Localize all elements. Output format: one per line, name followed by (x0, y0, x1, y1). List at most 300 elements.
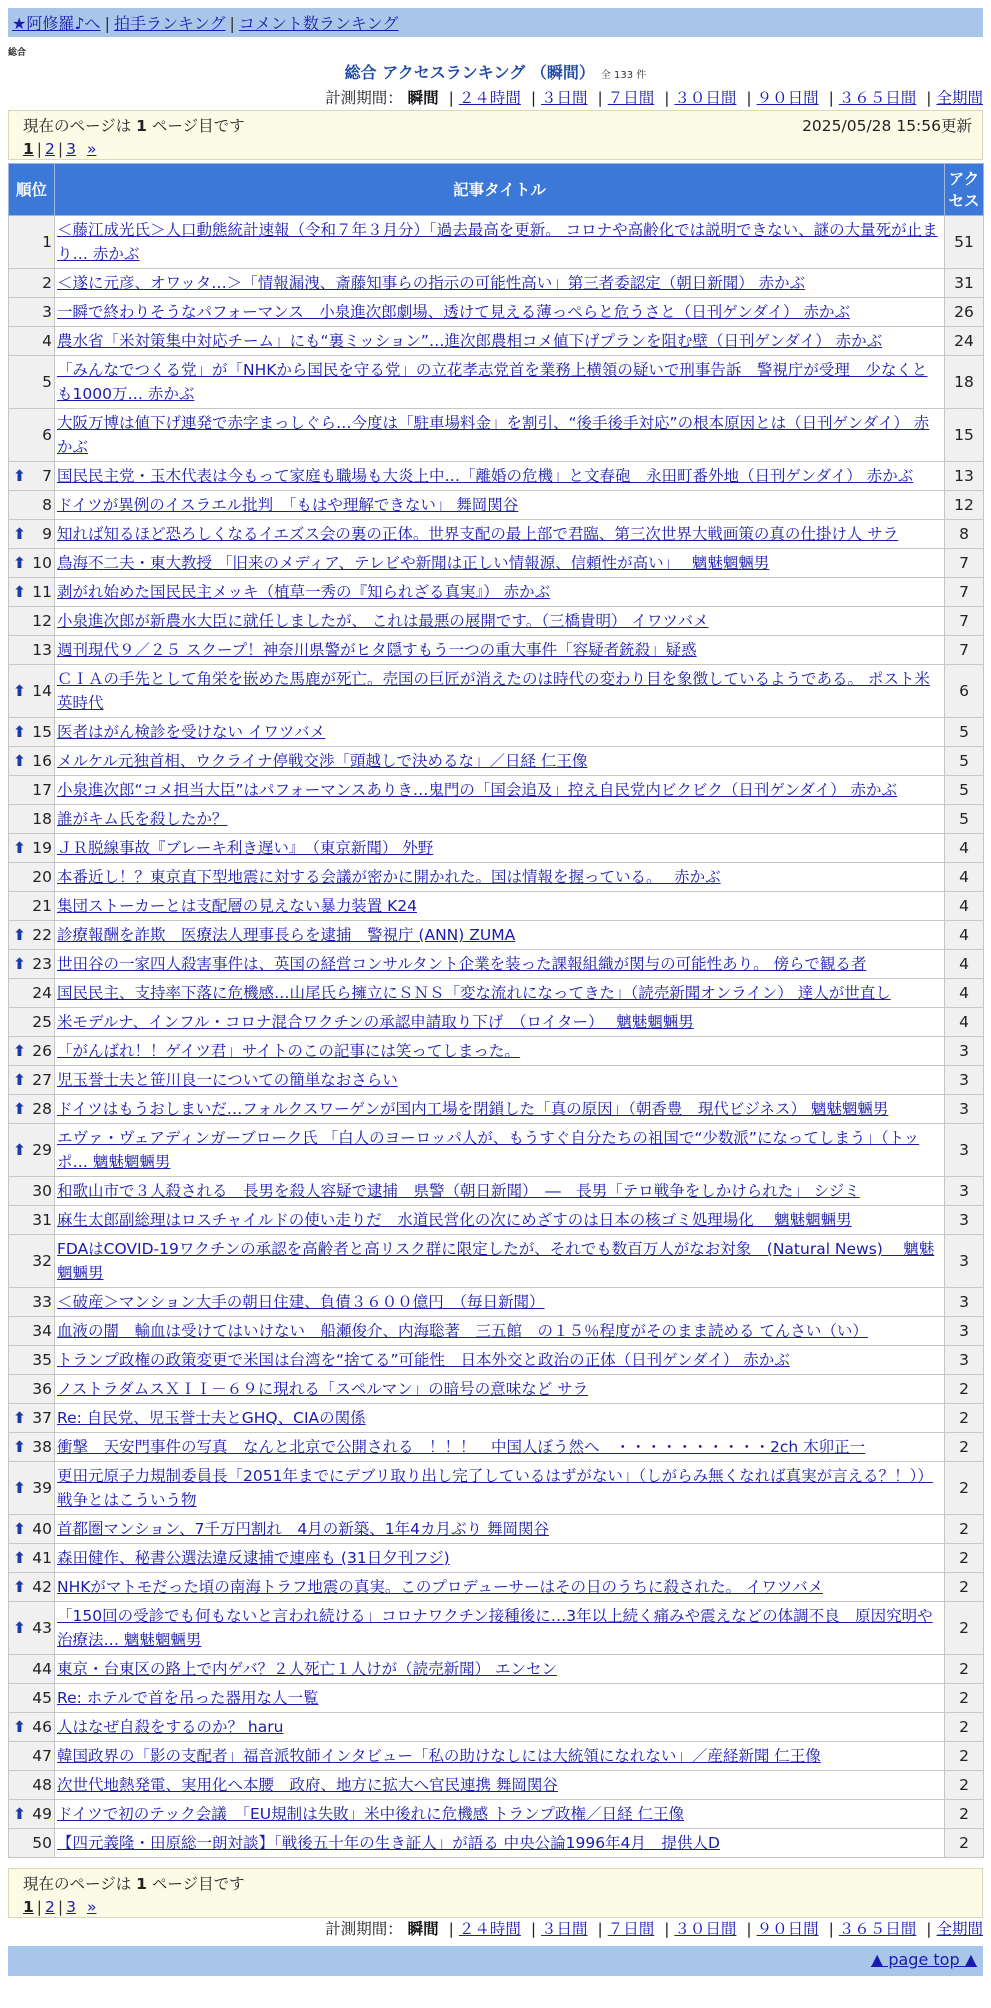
current-page-text-bottom: 現在のページは 1 ページ目です (23, 1875, 245, 1893)
rank-cell (9, 1095, 55, 1124)
access-count: 3 (945, 1037, 984, 1066)
title-cell (55, 1655, 945, 1684)
rank-number: 45 (32, 1689, 52, 1707)
rank-number: 35 (32, 1351, 52, 1369)
pager-next[interactable]: » (86, 140, 97, 158)
table-row (9, 1573, 984, 1602)
rank-cell (9, 1177, 55, 1206)
access-count: 2 (945, 1684, 984, 1713)
rank-number: 20 (32, 868, 52, 886)
article-title-link[interactable]: 次世代地熱発電、実用化へ本腰 政府、地方に拡大へ官民連携 舞岡関谷 (57, 1776, 558, 1794)
access-count: 7 (945, 549, 984, 578)
article-title-link[interactable]: ドイツで初のテック会議 「EU規制は失敗」米中後れに危機感 トランプ政権／日経 仁王像 (57, 1805, 684, 1823)
table-row (9, 1602, 984, 1655)
table-row (9, 462, 984, 491)
title-cell (55, 1317, 945, 1346)
rank-cell (9, 747, 55, 776)
table-row (9, 1037, 984, 1066)
access-count: 2 (945, 1602, 984, 1655)
title-cell (55, 1008, 945, 1037)
rank-number: 43 (32, 1619, 52, 1637)
rank-cell (9, 607, 55, 636)
title-cell (55, 1206, 945, 1235)
period-link-7d[interactable]: ７日間 (607, 89, 655, 107)
table-row (9, 491, 984, 520)
rank-up-icon: ⬆ (13, 525, 26, 543)
access-count: 3 (945, 1177, 984, 1206)
table-row (9, 1375, 984, 1404)
rank-up-icon: ⬆ (13, 752, 26, 770)
article-title-link[interactable]: 農水省「米対策集中対応チーム」にも“裏ミッション”…進次郎農相コメ値下げプランを阻む壁（日刊ゲンダイ） 赤かぶ (57, 332, 883, 350)
rank-number: 48 (32, 1776, 52, 1794)
rank-cell (9, 1346, 55, 1375)
rank-cell (9, 1800, 55, 1829)
access-count: 3 (945, 1288, 984, 1317)
access-count: 4 (945, 892, 984, 921)
article-title-link[interactable]: 森田健作、秘書公選法違反逮捕で連座も (31日夕刊フジ) (57, 1549, 450, 1567)
article-title-link[interactable]: 「150回の受診でも何もないと言われ続ける」コロナワクチン接種後に…3年以上続く痛みや震えなどの体調不良 原因究明や治療法… 魑魅魍魎男 (57, 1607, 933, 1649)
title-cell (55, 1177, 945, 1206)
rank-cell (9, 863, 55, 892)
title-cell (55, 216, 945, 269)
rank-up-icon: ⬆ (13, 723, 26, 741)
access-count: 7 (945, 607, 984, 636)
rank-up-icon: ⬆ (13, 1438, 26, 1456)
period-link-all[interactable]: 全期間 (936, 89, 983, 107)
rank-cell (9, 1206, 55, 1235)
access-count: 2 (945, 1829, 984, 1858)
rank-number: 21 (32, 897, 52, 915)
nav-link-applause-ranking[interactable]: 拍手ランキング (113, 14, 226, 33)
rank-number: 12 (32, 612, 52, 630)
title-cell (55, 979, 945, 1008)
article-title-link[interactable]: 「がんばれ！！ゲイツ君」サイトのこの記事には笑ってしまった。 (57, 1042, 520, 1060)
rank-cell (9, 636, 55, 665)
article-title-link[interactable]: ＪＲ脱線事故『ブレーキ利き遅い』 （東京新聞） 外野 (57, 839, 434, 857)
article-title-link[interactable]: 東京・台東区の路上で内ゲバ？２人死亡１人けが（読売新聞） エンセン (57, 1660, 557, 1678)
title-cell (55, 1235, 945, 1288)
rank-cell (9, 578, 55, 607)
article-title-link[interactable]: 麻生太郎副総理はロスチャイルドの使い走りだ 水道民営化の次にめざすのは日本の核ゴミ処理場化 魑魅魍魎男 (57, 1211, 852, 1229)
title-cell (55, 1544, 945, 1573)
title-cell (55, 1433, 945, 1462)
article-title-link[interactable]: 【四元義隆・田原総一朗対談】「戦後五十年の生き証人」が語る 中央公論1996年4月 提供人D (57, 1834, 720, 1852)
table-row (9, 892, 984, 921)
rank-up-icon: ⬆ (13, 1619, 26, 1637)
rank-cell (9, 356, 55, 409)
rank-cell (9, 1544, 55, 1573)
table-row (9, 747, 984, 776)
rank-cell (9, 805, 55, 834)
rank-cell (9, 520, 55, 549)
rank-number: 30 (32, 1182, 52, 1200)
article-title-link[interactable]: 誰がキム氏を殺したか？ (57, 810, 228, 828)
article-title-link[interactable]: 小泉進次郎“コメ担当大臣”はパフォーマンスありき…鬼門の「国会追及」控え自民党内ビクビク（日刊ゲンダイ） 赤かぶ (57, 781, 898, 799)
article-title-link[interactable]: トランプ政権の政策変更で米国は台湾を“捨てる”可能性 日本外交と政治の正体（日刊ゲンダイ） 赤かぶ (57, 1351, 790, 1369)
page-info-bottom (8, 1868, 983, 1918)
table-row (9, 298, 984, 327)
rank-up-icon: ⬆ (13, 1141, 26, 1159)
table-row (9, 1462, 984, 1515)
table-row (9, 327, 984, 356)
title-cell (55, 1829, 945, 1858)
access-count: 3 (945, 1206, 984, 1235)
article-title-link[interactable]: 剥がれ始めた国民民主メッキ（植草一秀の『知られざる真実』） 赤かぶ (57, 583, 551, 601)
top-nav: ★阿修羅♪へ | 拍手ランキング | コメント数ランキング (8, 8, 983, 37)
access-count: 2 (945, 1544, 984, 1573)
access-count: 2 (945, 1462, 984, 1515)
period-link-90d-bottom[interactable]: ９０日間 (756, 1920, 819, 1938)
title-cell (55, 1037, 945, 1066)
section-label: 総合 (8, 48, 27, 58)
access-count: 2 (945, 1800, 984, 1829)
access-count: 2 (945, 1573, 984, 1602)
access-count: 5 (945, 718, 984, 747)
article-title-link[interactable]: 集団ストーカーとは支配層の見えない暴力装置 K24 (57, 897, 418, 915)
period-link-24h[interactable]: ２４時間 (458, 89, 521, 107)
rank-cell (9, 269, 55, 298)
table-row (9, 1066, 984, 1095)
title-cell (55, 892, 945, 921)
period-link-3d[interactable]: ３日間 (541, 89, 588, 107)
access-count: 2 (945, 1771, 984, 1800)
title-cell (55, 1288, 945, 1317)
period-link-30d[interactable]: ３０日間 (674, 89, 737, 107)
access-count: 3 (945, 1095, 984, 1124)
rank-up-icon: ⬆ (13, 1578, 26, 1596)
rank-cell (9, 549, 55, 578)
pager-current: 1 (23, 140, 34, 158)
article-title-link[interactable]: 本番近し！？東京直下型地震に対する会議が密かに開かれた。国は情報を握っている。 赤かぶ (57, 868, 721, 886)
access-count: 24 (945, 327, 984, 356)
rank-cell (9, 950, 55, 979)
access-count: 13 (945, 462, 984, 491)
period-selector-bottom: 計測期間： 瞬間 | ２４時間 | ３日間 | ７日間 | ３０日間 | ９０日間 | ３６５日間 | 全期間 (325, 1920, 983, 1938)
rank-number: 24 (32, 984, 52, 1002)
table-row (9, 1800, 984, 1829)
table-row (9, 950, 984, 979)
title-cell (55, 269, 945, 298)
title-cell (55, 636, 945, 665)
article-title-link[interactable]: ドイツが異例のイスラエル批判 「もはや理解できない」 舞岡関谷 (57, 496, 519, 514)
article-title-link[interactable]: 大阪万博は値下げ連発で赤字まっしぐら…今度は「駐車場料金」を割引、“後手後手対応”の根本原因とは（日刊ゲンダイ） 赤かぶ (57, 414, 930, 456)
page-title (0, 60, 991, 83)
table-row (9, 607, 984, 636)
rank-number: 41 (32, 1549, 52, 1567)
rank-cell (9, 1771, 55, 1800)
article-title-link[interactable]: 人はなぜ自殺をするのか？ haru (57, 1718, 284, 1736)
article-title-link[interactable]: 国民民主、支持率下落に危機感…山尾氏ら擁立にＳＮＳ「変な流れになってきた」（読売新聞オンライン） 達人が世直し (57, 984, 891, 1002)
rank-number: 42 (32, 1578, 52, 1596)
article-title-link[interactable]: 米モデルナ、インフル・コロナ混合ワクチンの承認申請取り下げ （ロイター） 魑魅魍魎男 (57, 1013, 694, 1031)
access-count: 5 (945, 776, 984, 805)
title-cell (55, 921, 945, 950)
article-title-link[interactable]: 衝撃 天安門事件の写真 なんと北京で公開される ！！！ 中国人ぼう然へ ・・・・・・・・・・2ch 木卯正一 (57, 1438, 866, 1456)
article-title-link[interactable]: ＜遂に元彦、オワッタ…＞「情報漏洩、斎藤知事らの指示の可能性高い」第三者委認定（朝日新聞） 赤かぶ (57, 274, 806, 292)
table-row (9, 718, 984, 747)
title-cell (55, 491, 945, 520)
pager-link-3-bottom[interactable]: 3 (66, 1898, 77, 1916)
title-cell (55, 1066, 945, 1095)
article-title-link[interactable]: ノストラダムスＸＩＩ－６９に現れる「スペルマン」の暗号の意味など サラ (57, 1380, 589, 1398)
article-title-link[interactable]: 世田谷の一家四人殺害事件は、英国の経営コンサルタント企業を装った課報組織が関与の可能性あり。 傍らで観る者 (57, 955, 867, 973)
rank-cell (9, 1573, 55, 1602)
title-cell (55, 1602, 945, 1655)
rank-cell (9, 1124, 55, 1177)
rank-up-icon: ⬆ (13, 583, 26, 601)
rank-up-icon: ⬆ (13, 839, 26, 857)
rank-cell (9, 1713, 55, 1742)
access-count: 2 (945, 1742, 984, 1771)
pager-bottom: 1 | 2 | 3 » (23, 1898, 97, 1916)
table-row (9, 805, 984, 834)
access-count: 3 (945, 1346, 984, 1375)
title-cell (55, 298, 945, 327)
article-title-link[interactable]: 韓国政界の「影の支配者」福音派牧師インタビュー「私の助けなしには大統領になれない」／産経新聞 仁王像 (57, 1747, 821, 1765)
rank-number: 39 (32, 1479, 52, 1497)
rank-number: 2 (42, 274, 52, 292)
table-row (9, 1124, 984, 1177)
title-cell (55, 1462, 945, 1515)
article-title-link[interactable]: 更田元原子力規制委員長「2051年までにデブリ取り出し完了しているはずがない」（しがらみ無くなれば真実が言える？！）） 戦争とはこういう物 (57, 1467, 933, 1509)
rank-number: 31 (32, 1211, 52, 1229)
title-cell (55, 805, 945, 834)
access-count: 8 (945, 520, 984, 549)
rank-up-icon: ⬆ (13, 682, 26, 700)
table-row (9, 1095, 984, 1124)
rank-number: 36 (32, 1380, 52, 1398)
table-row (9, 863, 984, 892)
article-title-link[interactable]: Re: 自民党、児玉誉士夫とGHQ、CIAの関係 (57, 1409, 366, 1427)
article-title-link[interactable]: 「みんなでつくる党」が「NHKから国民を守る党」の立花孝志党首を業務上横領の疑いで刑事告訴 警視庁が受理 少なくとも1000万… 赤かぶ (57, 361, 928, 403)
rank-number: 4 (42, 332, 52, 350)
rank-number: 14 (32, 682, 52, 700)
nav-link-asyura[interactable]: ★阿修羅♪へ (12, 14, 101, 33)
rank-cell (9, 1008, 55, 1037)
rank-number: 11 (32, 583, 52, 601)
access-count: 2 (945, 1515, 984, 1544)
article-title-link[interactable]: 児玉誉士夫と笹川良一についての簡単なおさらい (57, 1071, 398, 1089)
article-title-link[interactable]: ＜破産＞マンション大手の朝日住建、負債３６００億円 （毎日新聞） (57, 1293, 545, 1311)
access-count: 2 (945, 1404, 984, 1433)
article-title-link[interactable]: エヴァ・ヴェアディンガーブローク氏 「白人のヨーロッパ人が、もうすぐ自分たちの祖国で“少数派”になってしまう」（トッポ… 魑魅魍魎男 (57, 1129, 920, 1171)
title-cell (55, 1124, 945, 1177)
rank-cell (9, 327, 55, 356)
pager-link-2[interactable]: 2 (45, 140, 55, 158)
rank-number: 15 (32, 723, 52, 741)
table-row (9, 1829, 984, 1858)
access-count: 4 (945, 834, 984, 863)
article-title-link[interactable]: 和歌山市で３人殺される 長男を殺人容疑で逮捕 県警（朝日新聞） ― 長男「テロ戦争をしかけられた」 シジミ (57, 1182, 860, 1200)
rank-up-icon: ⬆ (13, 467, 26, 485)
title-cell (55, 1771, 945, 1800)
table-row (9, 1433, 984, 1462)
rank-number: 29 (32, 1141, 52, 1159)
access-count: 7 (945, 578, 984, 607)
article-title-link[interactable]: Re: ホテルで首を吊った器用な人一覧 (57, 1689, 319, 1707)
rank-up-icon: ⬆ (13, 1071, 26, 1089)
article-title-link[interactable]: 医者はがん検診を受けない イワツバメ (57, 723, 326, 741)
period-link-all-bottom[interactable]: 全期間 (936, 1920, 983, 1938)
rank-up-icon: ⬆ (13, 554, 26, 572)
period-link-365d[interactable]: ３６５日間 (838, 89, 917, 107)
rank-number: 22 (32, 926, 52, 944)
rank-number: 27 (32, 1071, 52, 1089)
rank-number: 1 (42, 233, 52, 251)
title-cell (55, 1346, 945, 1375)
title-cell (55, 863, 945, 892)
access-count: 15 (945, 409, 984, 462)
rank-number: 50 (32, 1834, 52, 1852)
period-link-30d-bottom[interactable]: ３０日間 (674, 1920, 737, 1938)
rank-number: 5 (42, 373, 52, 391)
rank-number: 26 (32, 1042, 52, 1060)
current-page-text: 現在のページは 1 ページ目です (23, 117, 245, 135)
article-title-link[interactable]: 週刊現代９／２５ スクープ！神奈川県警がヒタ隠すもう一つの重大事件「容疑者銃殺」疑惑 (57, 641, 697, 659)
rank-cell (9, 1375, 55, 1404)
title-cell (55, 950, 945, 979)
article-title-link[interactable]: ＜藤江成光氏＞人口動態統計速報（令和７年３月分）「過去最高を更新。 コロナや高齢化では説明できない、謎の大量死が止まり… 赤かぶ (57, 221, 938, 263)
access-count: 4 (945, 1008, 984, 1037)
table-row (9, 216, 984, 269)
pager-next-bottom[interactable]: » (86, 1898, 97, 1916)
pager-link-3[interactable]: 3 (66, 140, 77, 158)
table-row (9, 1684, 984, 1713)
period-link-90d[interactable]: ９０日間 (756, 89, 819, 107)
access-count: 3 (945, 1066, 984, 1095)
access-count: 4 (945, 950, 984, 979)
period-link-365d-bottom[interactable]: ３６５日間 (838, 1920, 917, 1938)
access-count: 7 (945, 636, 984, 665)
rank-number: 46 (32, 1718, 52, 1736)
article-title-link[interactable]: 国民民主党・玉木代表は今もって家庭も職場も大炎上中…「離婚の危機」と文春砲 永田町番外地（日刊ゲンダイ） 赤かぶ (57, 467, 914, 485)
header-rank: 順位 (9, 164, 55, 216)
table-row (9, 921, 984, 950)
table-row (9, 1713, 984, 1742)
title-cell (55, 776, 945, 805)
title-cell (55, 1095, 945, 1124)
rank-number: 17 (32, 781, 52, 799)
access-count: 4 (945, 863, 984, 892)
rank-number: 34 (32, 1322, 52, 1340)
rank-number: 47 (32, 1747, 52, 1765)
rank-cell (9, 834, 55, 863)
article-title-link[interactable]: FDAはCOVID-19ワクチンの承認を高齢者と高リスク群に限定したが、それでも数百万人がなお対象 (Natural News) 魑魅魍魎男 (57, 1240, 935, 1282)
table-row (9, 1404, 984, 1433)
ranking-table (8, 163, 984, 1858)
access-count: 2 (945, 1375, 984, 1404)
title-cell (55, 327, 945, 356)
rank-cell (9, 1404, 55, 1433)
access-count: 6 (945, 665, 984, 718)
article-title-link[interactable]: 鳥海不二夫・東大教授 「旧来のメディア、テレビや新聞は正しい情報源、信頼性が高い」 魑魅魍魎男 (57, 554, 770, 572)
period-link-24h-bottom[interactable]: ２４時間 (458, 1920, 521, 1938)
rank-cell (9, 1742, 55, 1771)
access-count: 3 (945, 1124, 984, 1177)
rank-number: 44 (32, 1660, 52, 1678)
header-access: アクセス (945, 164, 984, 216)
title-cell (55, 1684, 945, 1713)
rank-cell (9, 298, 55, 327)
rank-cell (9, 921, 55, 950)
article-title-link[interactable]: 血液の闇 輸血は受けてはいけない 船瀬俊介、内海聡著 三五館 の１５％程度がそのまま読める てんさい（い） (57, 1322, 868, 1340)
title-cell (55, 1404, 945, 1433)
bottom-bar (8, 1946, 983, 1976)
rank-cell (9, 216, 55, 269)
article-title-link[interactable]: メルケル元独首相、ウクライナ停戦交渉「頭越しで決めるな」／日経 仁王像 (57, 752, 588, 770)
article-title-link[interactable]: 知れば知るほど恐ろしくなるイエズス会の裏の正体。世界支配の最上部で君臨、第三次世界大戦画策の真の仕掛け人 サラ (57, 525, 899, 543)
rank-cell (9, 718, 55, 747)
article-title-link[interactable]: 小泉進次郎が新農水大臣に就任しましたが、 これは最悪の展開です。（三橋貴明） イワツバメ (57, 612, 709, 630)
rank-cell (9, 1066, 55, 1095)
rank-cell (9, 1515, 55, 1544)
period-current: 瞬間 (407, 89, 439, 107)
rank-up-icon: ⬆ (13, 955, 26, 973)
rank-cell (9, 409, 55, 462)
access-count: 3 (945, 1317, 984, 1346)
rank-cell (9, 1235, 55, 1288)
article-title-link[interactable]: ドイツはもうおしまいだ…フォルクスワーゲンが国内工場を閉鎖した「真の原因」（朝香豊 現代ビジネス） 魑魅魍魎男 (57, 1100, 889, 1118)
period-link-3d-bottom[interactable]: ３日間 (541, 1920, 588, 1938)
table-row (9, 1235, 984, 1288)
article-title-link[interactable]: 首都圏マンション、7千万円割れ 4月の新築、1年4カ月ぶり 舞岡関谷 (57, 1520, 549, 1538)
period-link-7d-bottom[interactable]: ７日間 (607, 1920, 655, 1938)
rank-number: 23 (32, 955, 52, 973)
nav-link-comment-ranking[interactable]: コメント数ランキング (238, 14, 399, 33)
article-title-link[interactable]: ＣＩＡの手先として角栄を嵌めた馬鹿が死亡。売国の巨匠が消えたのは時代の変わり目を象徴しているようである。 ポスト米英時代 (57, 670, 930, 712)
rank-number: 9 (42, 525, 52, 543)
rank-number: 19 (32, 839, 52, 857)
table-row (9, 549, 984, 578)
page-top-link[interactable]: ▲ page top ▲ (870, 1950, 977, 1969)
table-row (9, 520, 984, 549)
rank-number: 6 (42, 426, 52, 444)
pager-current-bottom: 1 (23, 1898, 34, 1916)
access-count: 4 (945, 921, 984, 950)
rank-number: 37 (32, 1409, 52, 1427)
table-row (9, 776, 984, 805)
table-row (9, 1206, 984, 1235)
rank-number: 16 (32, 752, 52, 770)
access-count: 4 (945, 979, 984, 1008)
title-cell (55, 1573, 945, 1602)
ranking-body (9, 216, 984, 1858)
title-cell (55, 1515, 945, 1544)
rank-up-icon: ⬆ (13, 1520, 26, 1538)
rank-up-icon: ⬆ (13, 1718, 26, 1736)
rank-cell (9, 1829, 55, 1858)
pager-link-2-bottom[interactable]: 2 (45, 1898, 55, 1916)
rank-number: 8 (42, 496, 52, 514)
rank-cell (9, 1684, 55, 1713)
rank-up-icon: ⬆ (13, 1409, 26, 1427)
table-row (9, 1008, 984, 1037)
table-row (9, 269, 984, 298)
article-title-link[interactable]: 診療報酬を詐欺 医療法人理事長らを逮捕 警視庁 (ANN) ZUMA (57, 926, 516, 944)
article-title-link[interactable]: NHKがマトモだった頃の南海トラフ地震の真実。このプロデューサーはその日のうちに殺された。 イワツバメ (57, 1578, 824, 1596)
rank-up-icon: ⬆ (13, 1100, 26, 1118)
title-cell (55, 747, 945, 776)
title-cell (55, 665, 945, 718)
article-title-link[interactable]: 一瞬で終わりそうなパフォーマンス 小泉進次郎劇場、透けて見える薄っぺらと危うさと（日刊ゲンダイ） 赤かぶ (57, 303, 850, 321)
table-row (9, 1515, 984, 1544)
rank-cell (9, 491, 55, 520)
rank-cell (9, 1433, 55, 1462)
title-cell (55, 578, 945, 607)
title-cell (55, 549, 945, 578)
rank-number: 32 (32, 1252, 52, 1270)
table-row (9, 1742, 984, 1771)
